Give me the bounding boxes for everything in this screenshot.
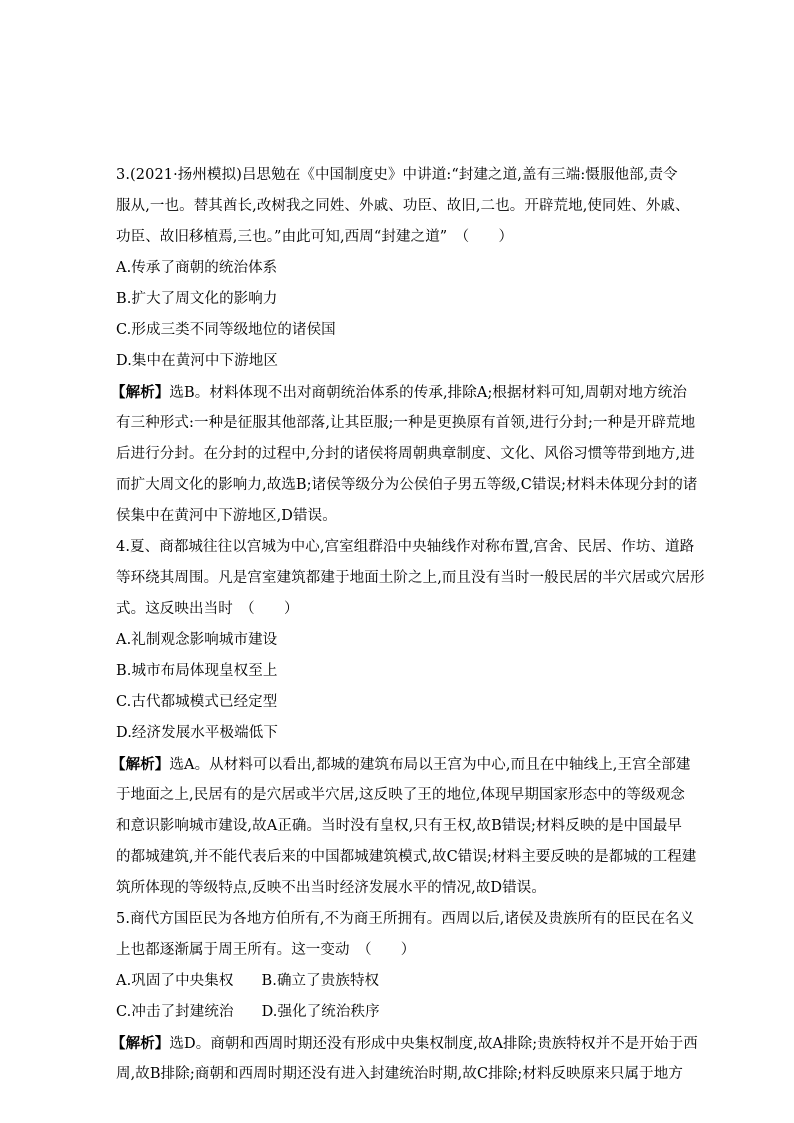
- question-3: [111, 160, 698, 532]
- analysis-text: 选A。从材料可以看出,都城的建筑布局以王宫为中心,而且在中轴线上,王宫全部建: [169, 757, 691, 773]
- question-5-stem-line-1: 5.商代方国臣民为各地方伯所有,不为商王所拥有。西周以后,诸侯及贵族所有的臣民在名义: [116, 911, 695, 927]
- question-3-stem-line-3: 功臣、故旧移植焉,三也。”由此可知,西周“封建之道” （ ）: [116, 229, 514, 245]
- analysis-tag: 【解析】: [111, 384, 170, 401]
- question-4-option-a: A.礼制观念影响城市建设: [116, 632, 278, 648]
- question-4-stem-line-2: 等环绕其周围。凡是宫室建筑都建于地面土阶之上,而且没有当时一般民居的半穴居或穴居形: [116, 570, 705, 586]
- analysis-text: 选D。商朝和西周时期还没有形成中央集权制度,故A排除;贵族特权并不是开始于西: [169, 1036, 698, 1052]
- question-4-analysis-line-1: [111, 749, 691, 780]
- question-4-analysis-line-4: 的都城建筑,并不能代表后来的中国都城建筑模式,故C错误;材料主要反映的是都城的工程建: [116, 849, 697, 865]
- question-3-option-b: B.扩大了周文化的影响力: [116, 291, 278, 307]
- question-5-option-d: D.强化了统治秩序: [261, 1004, 380, 1020]
- question-3-analysis-line-5: 侯集中在黄河中下游地区,D错误。: [116, 508, 337, 524]
- analysis-tag: 【解析】: [111, 756, 170, 773]
- question-3-analysis-line-1: [111, 377, 687, 408]
- question-5-options-row-1: [116, 966, 684, 997]
- question-3-stem-line-2: 服从,一也。替其酋长,改树我之同姓、外戚、功臣、故旧,二也。开辟荒地,使同姓、外戚、: [116, 198, 690, 214]
- question-4-analysis-line-2: 于地面之上,民居有的是穴居或半穴居,这反映了王的地位,体现早期国家形态中的等级观念: [116, 787, 685, 803]
- question-5-stem-line-2: 上也都逐渐属于周王所有。这一变动 （ ）: [116, 942, 416, 958]
- question-5-option-c: C.冲击了封建统治: [116, 1004, 234, 1020]
- question-3-analysis-line-2: 有三种形式:一种是征服其他部落,让其臣服;一种是更换原有首领,进行分封;一种是开辟荒地: [116, 415, 696, 431]
- question-3-option-d: D.集中在黄河中下游地区: [116, 353, 278, 369]
- question-4-analysis-line-3: 和意识影响城市建设,故A正确。当时没有皇权,只有王权,故B错误;材料反映的是中国最早: [116, 818, 683, 834]
- question-4-analysis-line-5: 筑所体现的等级特点,反映不出当时经济发展水平的情况,故D错误。: [116, 880, 546, 896]
- question-4-option-c: C.古代都城模式已经定型: [116, 694, 278, 710]
- question-5-options-row-2: [116, 997, 684, 1028]
- question-5-analysis-line-2: 周,故B排除;商朝和西周时期还没有进入封建统治时期,故C排除;材料反映原来只属于地方: [116, 1066, 683, 1082]
- question-4-option-b: B.城市布局体现皇权至上: [116, 663, 278, 679]
- question-5: [111, 904, 698, 1090]
- analysis-tag: 【解析】: [111, 1035, 170, 1052]
- question-4-option-d: D.经济发展水平极端低下: [116, 725, 278, 741]
- question-4: [111, 532, 705, 904]
- page-content: [111, 160, 705, 1090]
- analysis-text: 选B。材料体现不出对商朝统治体系的传承,排除A;根据材料可知,周朝对地方统治: [169, 385, 687, 401]
- question-5-option-a: A.巩固了中央集权: [116, 973, 234, 989]
- question-4-stem-line-1: 4.夏、商都城往往以宫城为中心,宫室组群沿中央轴线作对称布置,宫舍、民居、作坊、道路: [116, 539, 695, 555]
- question-4-stem-line-3: 式。这反映出当时 （ ）: [116, 601, 299, 617]
- question-5-analysis-line-1: [111, 1028, 698, 1059]
- question-3-option-c: C.形成三类不同等级地位的诸侯国: [116, 322, 336, 338]
- question-3-analysis-line-4: 而扩大周文化的影响力,故选B;诸侯等级分为公侯伯子男五等级,C错误;材料未体现分封的诸: [116, 477, 698, 493]
- question-3-stem-line-1: 3.(2021·扬州模拟)吕思勉在《中国制度史》中讲道:“封建之道,盖有三端:慑服他部,责令: [116, 167, 678, 183]
- question-3-analysis-line-3: 后进行分封。在分封的过程中,分封的诸侯将周朝典章制度、文化、风俗习惯等带到地方,进: [116, 446, 695, 462]
- question-5-option-b: B.确立了贵族特权: [261, 973, 380, 989]
- question-3-option-a: A.传承了商朝的统治体系: [116, 260, 278, 276]
